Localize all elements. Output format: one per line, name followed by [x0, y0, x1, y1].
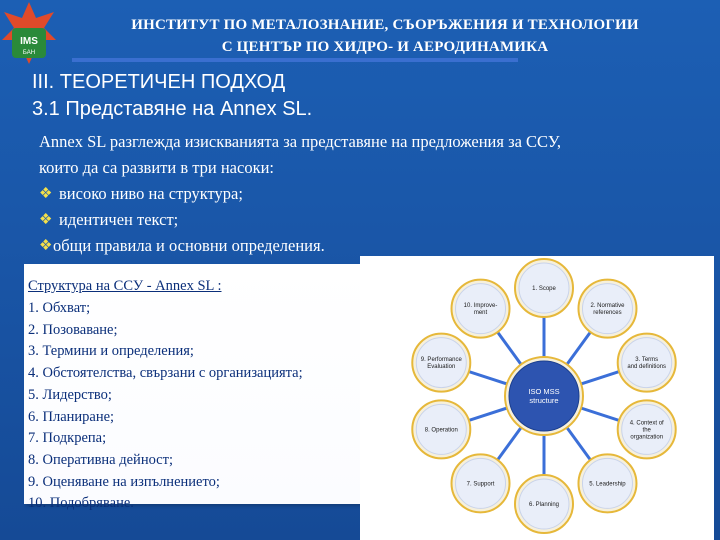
diagram-node-label: 7. Support — [466, 481, 495, 488]
diagram-node — [578, 280, 636, 338]
diagram-node — [515, 475, 573, 533]
diagram-node-label: references — [593, 310, 622, 317]
structure-list — [28, 298, 368, 515]
diagram-node-label: 9. Performance — [420, 357, 462, 364]
diagram-center-node — [505, 357, 583, 435]
list-item: 2. Позоваване; — [28, 321, 118, 338]
list-item: 1. Обхват; — [28, 300, 91, 316]
diagram-node — [452, 454, 510, 512]
diagram-node — [618, 334, 676, 392]
diamond-bullet-icon: ❖ — [39, 212, 53, 228]
diagram-node — [578, 454, 636, 512]
logo-text: IMS — [20, 36, 38, 47]
bullet-item — [39, 181, 325, 207]
diamond-bullet-icon: ❖ — [39, 238, 53, 254]
intro-line-1: Annex SL разглежда изискванията за представяне на предложения за ССУ, — [39, 132, 561, 151]
diagram-node-label: 4. Context of — [629, 420, 664, 427]
institute-header — [60, 14, 710, 58]
diagram-node-label: ment — [473, 310, 488, 317]
list-item: 5. Лидерство; — [28, 386, 112, 403]
bullet-item — [39, 233, 325, 259]
diamond-bullet-icon: ❖ — [39, 186, 53, 202]
institute-logo — [0, 0, 58, 68]
diagram-center-label: ISO MSS — [528, 387, 560, 396]
diagram-node-label: organization — [630, 434, 664, 441]
bullet-list — [39, 181, 325, 259]
structure-heading: Структура на ССУ - Annex SL : — [28, 278, 222, 294]
subsection-title: 3.1 Представяне на Annex SL. — [32, 98, 313, 120]
header-line-1: ИНСТИТУТ ПО МЕТАЛОЗНАНИЕ, СЪОРЪЖЕНИЯ И ТЕХНОЛОГИИ — [131, 17, 639, 33]
list-item: 10. Подобряване. — [28, 495, 134, 512]
diagram-node-label: 8. Operation — [424, 427, 458, 434]
diagram-node-label: and definitions — [627, 364, 667, 371]
diagram-node — [515, 259, 573, 317]
diagram-node — [618, 400, 676, 458]
diagram-node-label: 2. Normative — [590, 303, 625, 310]
logo-subtext: БАН — [22, 50, 36, 56]
diagram-center-label: structure — [529, 396, 559, 405]
bullet-text: общи правила и основни определения. — [53, 236, 325, 255]
list-item: 3. Термини и определения; — [28, 343, 194, 360]
diagram-node-label: Evaluation — [427, 364, 456, 371]
bullet-text: високо ниво на структура; — [59, 184, 243, 203]
diagram-node — [412, 400, 470, 458]
intro-paragraph — [39, 129, 699, 181]
diagram-node — [412, 334, 470, 392]
list-item: 8. Оперативна дейност; — [28, 451, 173, 468]
diagram-node — [452, 280, 510, 338]
section-title: III. ТЕОРЕТИЧЕН ПОДХОД — [32, 71, 286, 93]
iso-mss-structure-diagram — [360, 256, 714, 540]
bullet-text: идентичен текст; — [59, 210, 179, 229]
diagram-node-label: the — [642, 427, 651, 434]
intro-line-2: които да са развити в три насоки: — [39, 158, 275, 177]
list-item: 9. Оценяване на изпълнението; — [28, 473, 220, 490]
diagram-node-label: 6. Planning — [528, 502, 560, 508]
list-item: 4. Обстоятелства, свързани с организацията; — [28, 365, 303, 382]
list-item: 6. Планиране; — [28, 408, 115, 425]
diagram-node-label: 1. Scope — [532, 286, 556, 292]
diagram-node-label: 5. Leadership — [589, 481, 626, 488]
diagram-node-label: 3. Terms — [635, 357, 659, 364]
header-underline — [72, 58, 518, 62]
header-line-2: С ЦЕНТЪР ПО ХИДРО- И АЕРОДИНАМИКА — [221, 39, 549, 55]
diagram-node-label: 10. Improve- — [463, 303, 498, 310]
list-item: 7. Подкрепа; — [28, 430, 107, 447]
bullet-item — [39, 207, 325, 233]
